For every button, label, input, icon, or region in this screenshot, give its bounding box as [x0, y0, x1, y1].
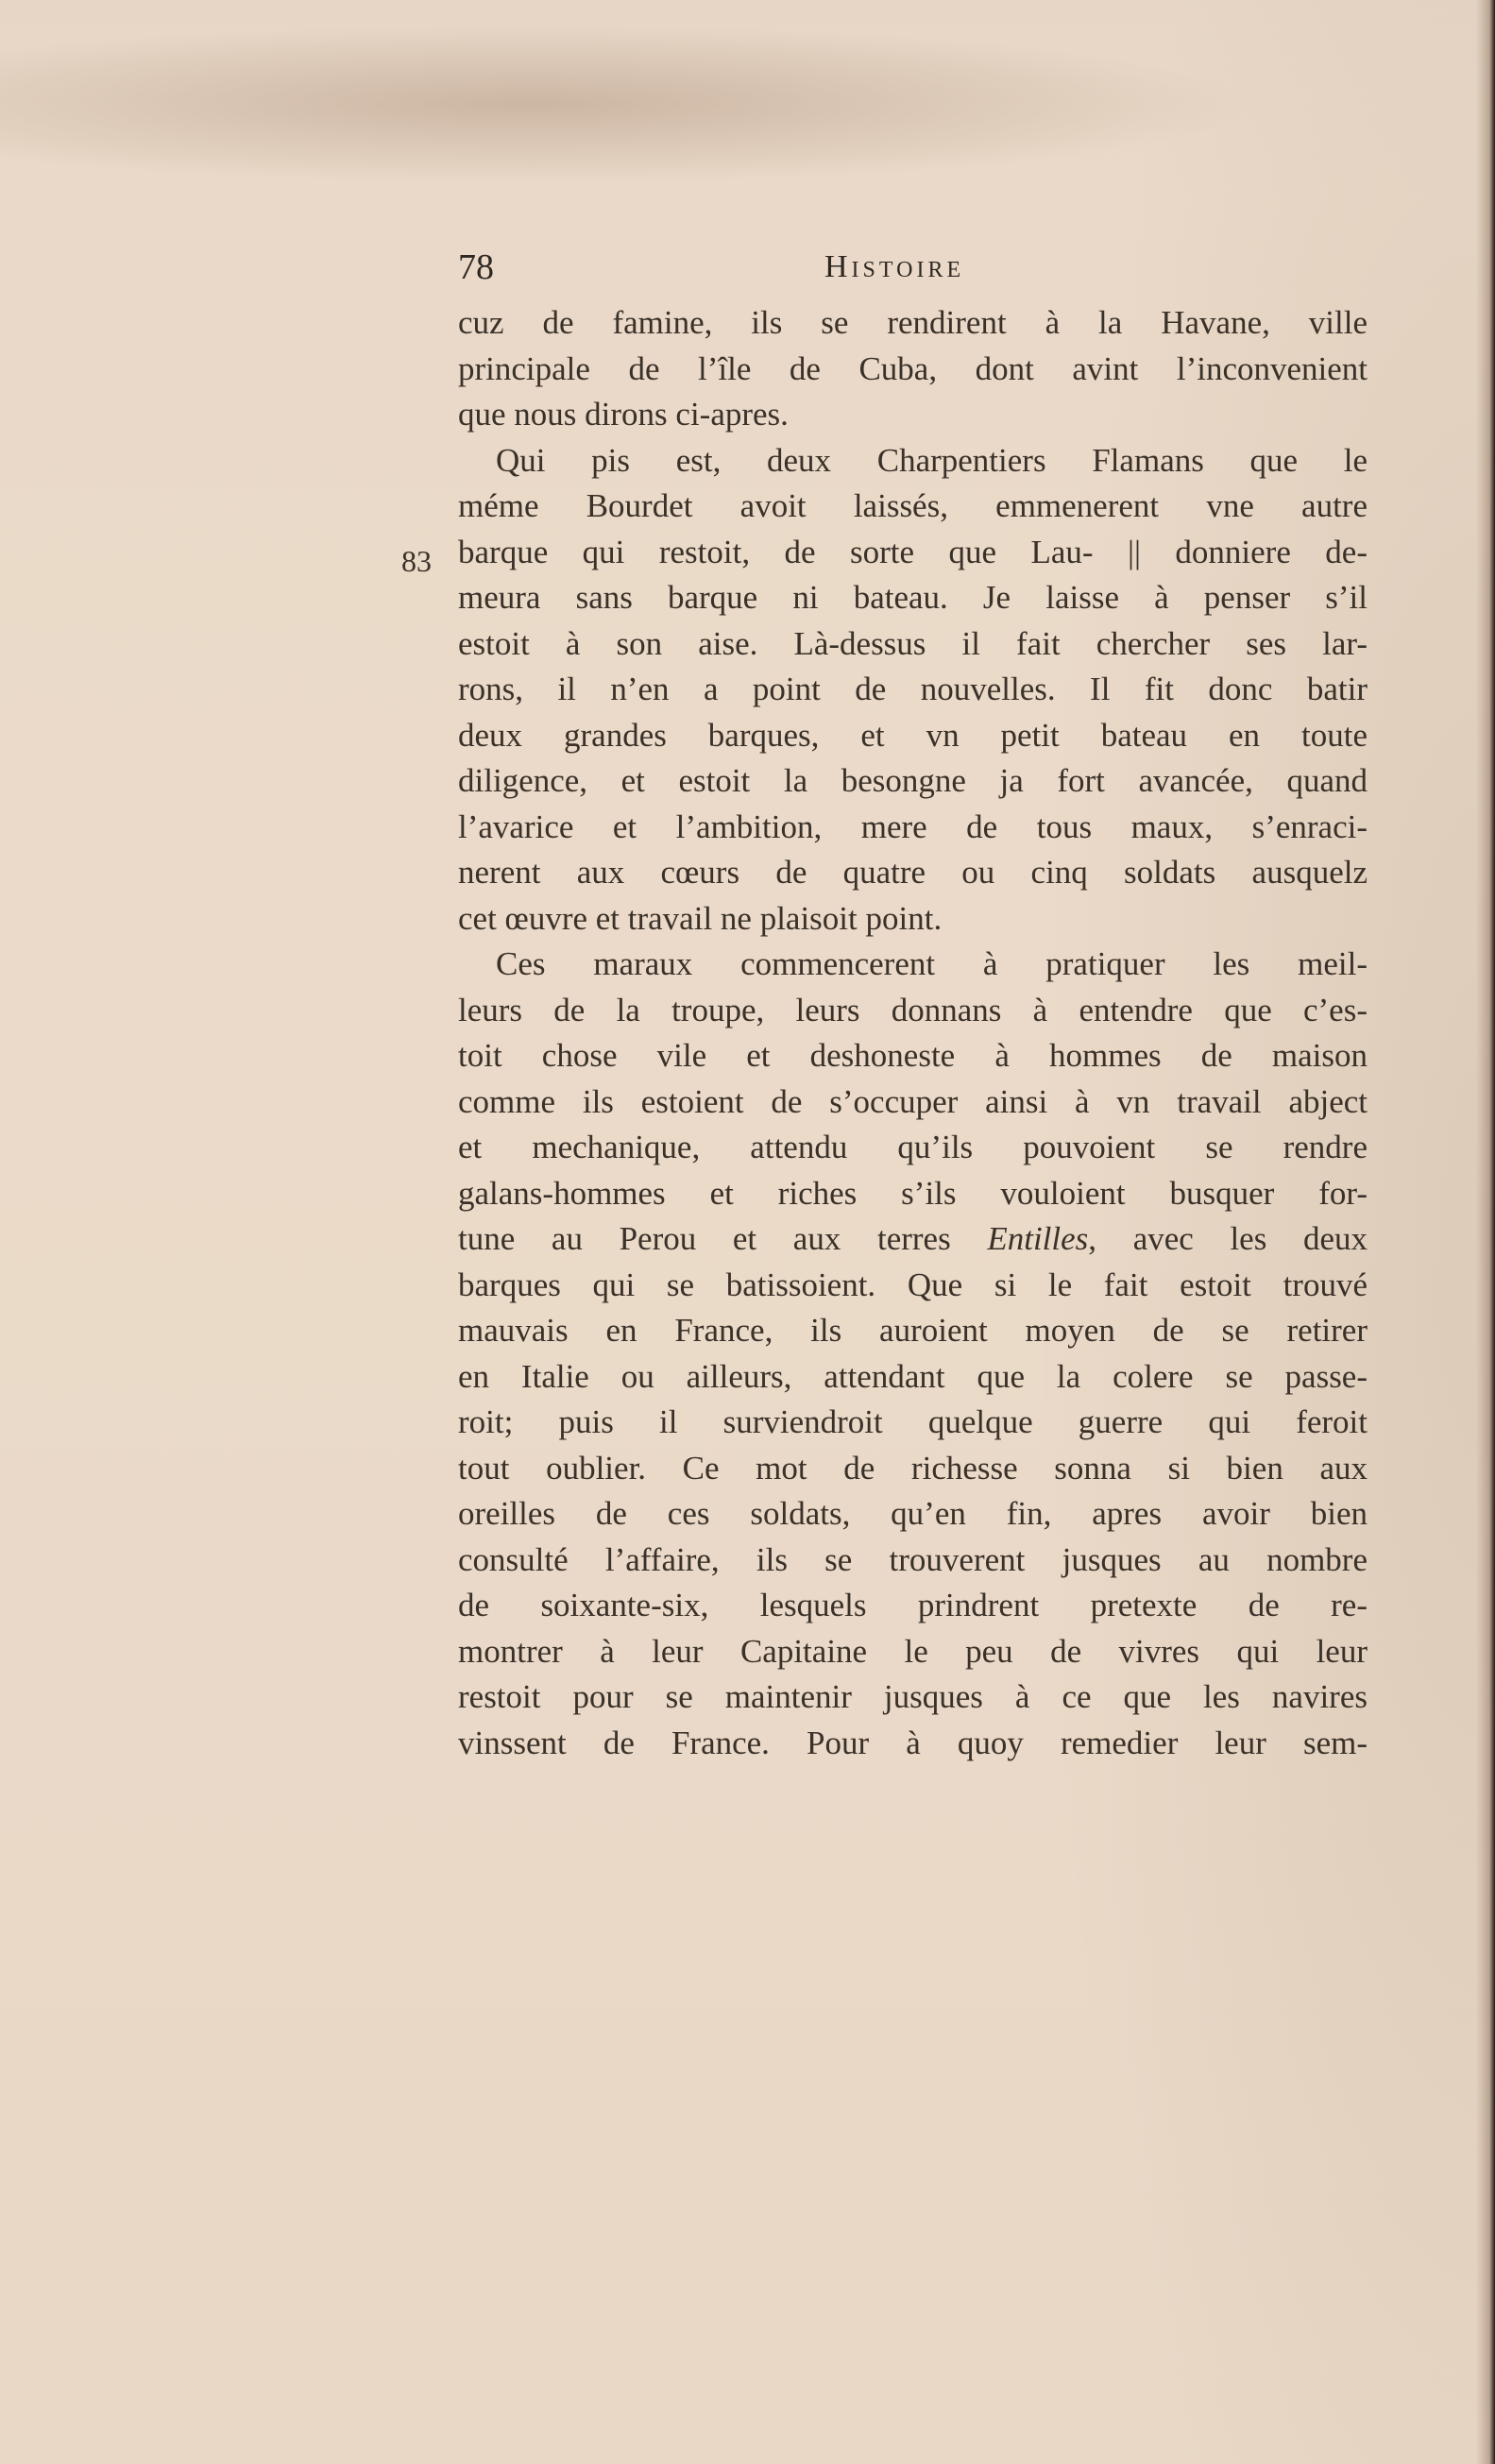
text-line: principale de l’île de Cuba, dont avint l’inconvenient [458, 349, 1368, 387]
text-line: l’avarice et l’ambition, mere de tous maux, s’enraci- [458, 807, 1368, 845]
text-line: restoit pour se maintenir jusques à ce que les navires [458, 1678, 1368, 1715]
text-line: leurs de la troupe, leurs donnans à entendre que c’es- [458, 991, 1368, 1028]
text-line: meura sans barque ni bateau. Je laisse à penser s’il [458, 579, 1368, 616]
text-line: vinssent de France. Pour à quoy remedier leur sem- [458, 1724, 1368, 1761]
text-line: méme Bourdet avoit laissés, emmenerent vne autre [458, 487, 1368, 524]
text-line: et mechanique, attendu qu’ils pouvoient se rendre [458, 1129, 1368, 1165]
text-line: de soixante-six, lesquels prindrent pretexte de re- [458, 1587, 1368, 1623]
text-line: barque qui restoit, de sorte que Lau- || donniere de- [458, 533, 1368, 570]
body-text [458, 300, 1368, 1766]
text-line: galans-hommes et riches s’ils vouloient busquer for- [458, 1174, 1368, 1212]
text-line: toit chose vile et deshoneste à hommes de maison [458, 1037, 1368, 1074]
page-edge-shadow [1476, 0, 1495, 2464]
text-line: que nous dirons ci-apres. [458, 396, 789, 433]
text-line: cuz de famine, ils se rendirent à la Havane, ville [458, 304, 1368, 341]
text-line: tout oublier. Ce mot de richesse sonna si bien aux [458, 1449, 1368, 1487]
text-line: comme ils estoient de s’occuper ainsi à vn travail abject [458, 1082, 1368, 1120]
page-header [0, 244, 1495, 291]
margin-page-reference: 83 [401, 544, 432, 578]
page-number: 78 [458, 247, 494, 287]
text-line: estoit à son aise. Là-dessus il fait chercher ses lar- [458, 624, 1368, 662]
text-segment: , avec les deux [1088, 1220, 1368, 1257]
text-line: diligence, et estoit la besongne ja fort avancée, quand [458, 762, 1368, 799]
text-line: cet œuvre et travail ne plaisoit point. [458, 899, 943, 937]
text-line: Ces maraux commencerent à pratiquer les meil- [496, 945, 1368, 982]
text-line: Qui pis est, deux Charpentiers Flamans que le [496, 441, 1368, 479]
text-line: rons, il n’en a point de nouvelles. Il fit donc batir [458, 671, 1368, 707]
text-line-with-italic [458, 1216, 1368, 1263]
text-segment: tune au Perou et aux terres [458, 1220, 951, 1257]
running-title: Histoire [824, 249, 965, 284]
text-line: montrer à leur Capitaine le peu de vivres qui leur [458, 1632, 1368, 1670]
text-line: barques qui se batissoient. Que si le fait estoit trouvé [458, 1266, 1368, 1303]
text-line: roit; puis il surviendroit quelque guerre qui feroit [458, 1403, 1368, 1440]
text-line: nerent aux cœurs de quatre ou cinq soldats ausquelz [458, 854, 1368, 891]
text-line: consulté l’affaire, ils se trouverent jusques au nombre [458, 1540, 1368, 1578]
text-line: oreilles de ces soldats, qu’en fin, apres avoir bien [458, 1495, 1368, 1532]
text-line: deux grandes barques, et vn petit bateau en toute [458, 716, 1368, 754]
text-line: mauvais en France, ils auroient moyen de se retirer [458, 1312, 1368, 1349]
italic-term: Entilles [987, 1220, 1089, 1257]
text-line: en Italie ou ailleurs, attendant que la colere se passe- [458, 1357, 1368, 1395]
